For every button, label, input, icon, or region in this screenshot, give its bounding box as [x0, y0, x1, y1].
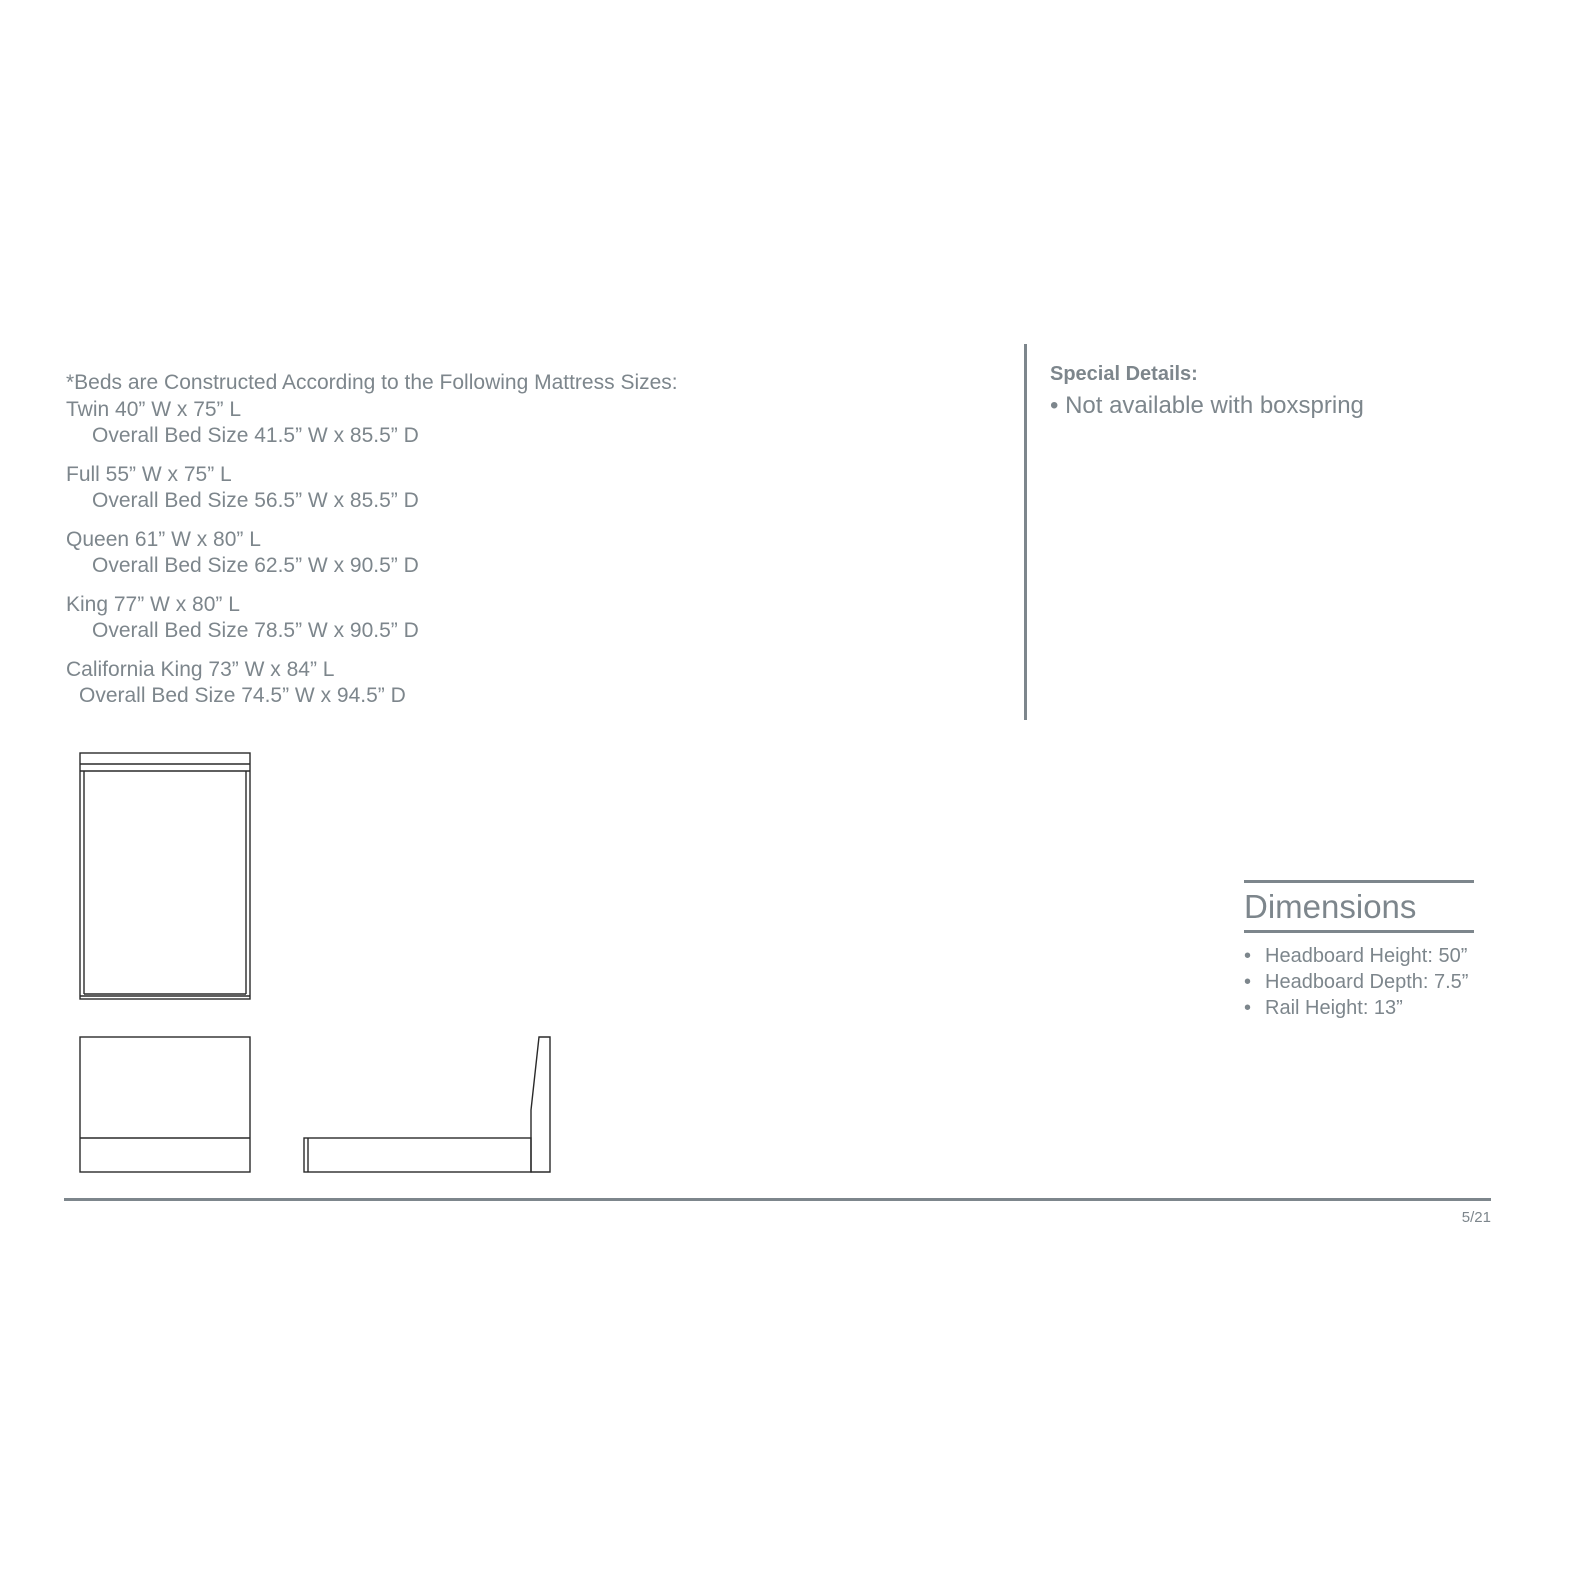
- bullet: •: [1244, 997, 1252, 1019]
- bed-side-view-drawing: [304, 1037, 550, 1172]
- dimension-item-headboard-height: [1244, 943, 1544, 969]
- dimension-text: Headboard Height: 50”: [1265, 945, 1468, 967]
- dimension-text: Rail Height: 13”: [1265, 997, 1403, 1019]
- dimensions-section: [1244, 880, 1544, 1021]
- bed-top-view-drawing: [80, 753, 250, 999]
- size-overall: Overall Bed Size 56.5” W x 85.5” D: [92, 489, 419, 512]
- special-details-heading: Special Details:: [1050, 363, 1198, 385]
- bullet: •: [1244, 945, 1252, 967]
- dimension-text: Headboard Depth: 7.5”: [1265, 971, 1469, 993]
- dimension-item-rail-height: [1244, 995, 1544, 1021]
- size-name: Twin 40” W x 75” L: [66, 397, 242, 421]
- dimensions-bottom-rule: [1244, 930, 1474, 933]
- page-number: 5/21: [1461, 1209, 1491, 1226]
- footer-rule: [64, 1198, 1491, 1201]
- size-overall: Overall Bed Size 41.5” W x 85.5” D: [92, 424, 419, 447]
- dimension-item-headboard-depth: [1244, 969, 1544, 995]
- mattress-sizes-intro: *Beds are Constructed According to the Following Mattress Sizes:: [66, 371, 678, 394]
- bed-front-view-drawing: [80, 1037, 250, 1172]
- size-overall: Overall Bed Size 78.5” W x 90.5” D: [92, 619, 419, 642]
- dimensions-list: [1244, 943, 1544, 1021]
- size-name: Full 55” W x 75” L: [66, 462, 232, 486]
- dimensions-title: Dimensions: [1244, 888, 1417, 925]
- size-name: California King 73” W x 84” L: [66, 657, 335, 681]
- special-details-item: • Not available with boxspring: [1050, 392, 1364, 419]
- dimensions-top-rule: [1244, 880, 1474, 883]
- size-name: King 77” W x 80” L: [66, 592, 240, 616]
- size-name: Queen 61” W x 80” L: [66, 527, 261, 551]
- bullet: •: [1244, 971, 1252, 993]
- size-overall: Overall Bed Size 74.5” W x 94.5” D: [79, 684, 406, 707]
- size-overall: Overall Bed Size 62.5” W x 90.5” D: [92, 554, 419, 577]
